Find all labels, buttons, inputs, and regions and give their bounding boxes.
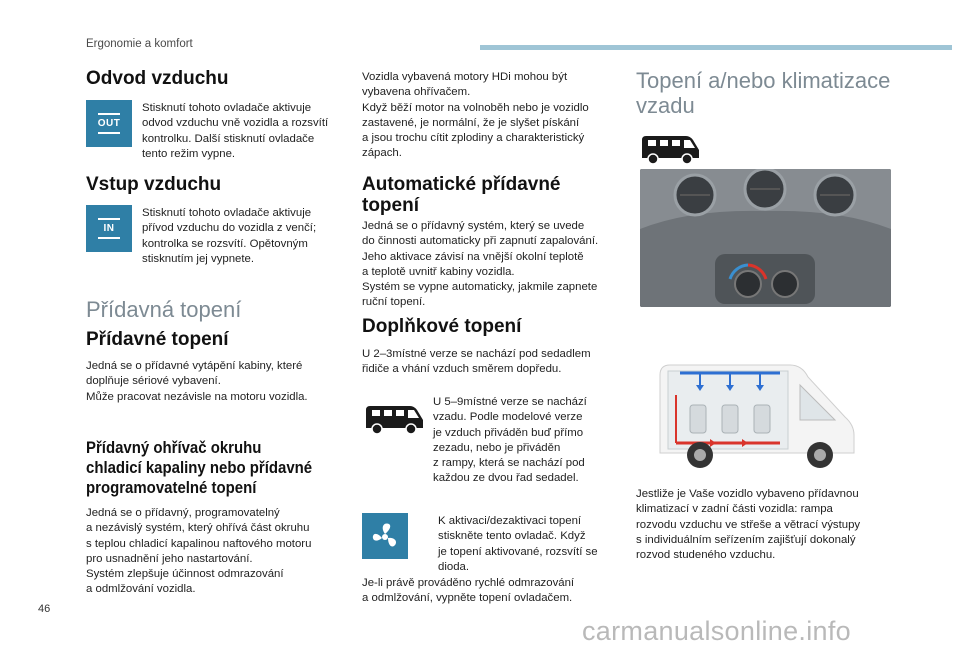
heading-vstup-vzduchu: Vstup vzduchu xyxy=(86,174,222,195)
heading-topeni-klimatizace-vzadu: Topení a/nebo klimatizace vzadu xyxy=(636,68,891,119)
fan-button-icon xyxy=(362,513,408,559)
header-bar xyxy=(480,45,952,50)
hdi-intro-text: Vozidla vybavená motory HDi mohou být vybavena ohřívačem. Když běží motor na volnoběh nebo je vozidlo zastavené, je normální, že je slyšet pískání a jsou trochu cítit zplodiny a charakteristický zápach. xyxy=(362,71,589,160)
in-button-icon xyxy=(86,205,132,252)
heading-ohrivac: Přídavný ohřívač okruhu chladicí kapaliny nebo přídavné programovatelné topení xyxy=(86,438,313,497)
heading-doplnkove-topeni: Doplňkové topení xyxy=(362,316,522,337)
out-button-icon xyxy=(86,100,132,147)
doplnkove-van-text: U 5–9místné verze se nachází vzadu. Podle modelové verze je vzduch přiváděn buď přímo zezadu, nebo je přiváděn z rampy, která se nachází pod každou ze dvou řad sedadel. xyxy=(433,396,587,485)
doplnkove-tail-text: Je-li právě prováděno rychlé odmrazování a odmlžování, vypněte topení ovladačem. xyxy=(362,577,575,605)
van-air-distribution-diagram xyxy=(640,355,856,473)
heading-automaticke-topeni: Automatické přídavné topení xyxy=(362,174,561,216)
watermark: carmanualsonline.info xyxy=(582,616,851,646)
van-icon-rear xyxy=(638,130,702,166)
out-label: OUT xyxy=(97,118,121,129)
rear-ac-text: Jestliže je Vaše vozidlo vybaveno přídavnou klimatizací v zadní části vozidla: rampa rozvodu vzduchu ve střeše a větrací výstupy s individuálním seřízením zajišťují dokonalý rozvod studeného vzduchu. xyxy=(636,488,861,562)
fan-icon xyxy=(362,513,408,559)
page-number: 46 xyxy=(38,603,51,615)
in-label: IN xyxy=(103,223,115,234)
fan-text: K aktivaci/dezaktivaci topení stiskněte tento ovladač. Když je topení aktivované, rozsvítí se dioda. xyxy=(438,515,598,573)
van-icon xyxy=(362,400,426,436)
heading-odvod-vzduchu: Odvod vzduchu xyxy=(86,68,229,89)
pridavne-topeni-text: Jedná se o přídavné vytápění kabiny, které doplňuje sériové vybavení. Může pracovat nezávisle na motoru vozidla. xyxy=(86,360,308,403)
rear-vents-photo xyxy=(640,169,891,307)
ohrivac-text: Jedná se o přídavný, programovatelný a nezávislý systém, který ohřívá část okruhu s teplou chladicí kapalinou naftového motoru pro usnadnění jeho nastartování. Systém zlepšuje účinnost odmrazování a odmlžování vozidla. xyxy=(86,507,312,596)
heading-pridavna-topeni: Přídavná topení xyxy=(86,297,242,322)
vstup-text: Stisknutí tohoto ovladače aktivuje přívod vzduchu do vozidla z venčí; kontrolka se rozsvítí. Opětovným stisknutím jej vypnete. xyxy=(142,207,317,265)
odvod-text: Stisknutí tohoto ovladače aktivuje odvod vzduchu vně vozidla a rozsvítí kontrolku. Další stisknutí ovladače tento režim vypne. xyxy=(142,102,329,160)
heading-pridavne-topeni: Přídavné topení xyxy=(86,329,229,350)
section-header: Ergonomie a komfort xyxy=(86,38,193,50)
automaticke-text: Jedná se o přídavný systém, který se uvede do činnosti automaticky při zapnutí zapalování. Jeho aktivace závisí na vnější okolní teplotě a teplotě uvnitř kabiny vozidla. Systém se vypne automaticky, jakmile zapnete ruční topení. xyxy=(362,220,599,309)
doplnkove-text: U 2–3místné verze se nachází pod sedadlem řidiče a vhání vzduch směrem dopředu. xyxy=(362,348,591,376)
